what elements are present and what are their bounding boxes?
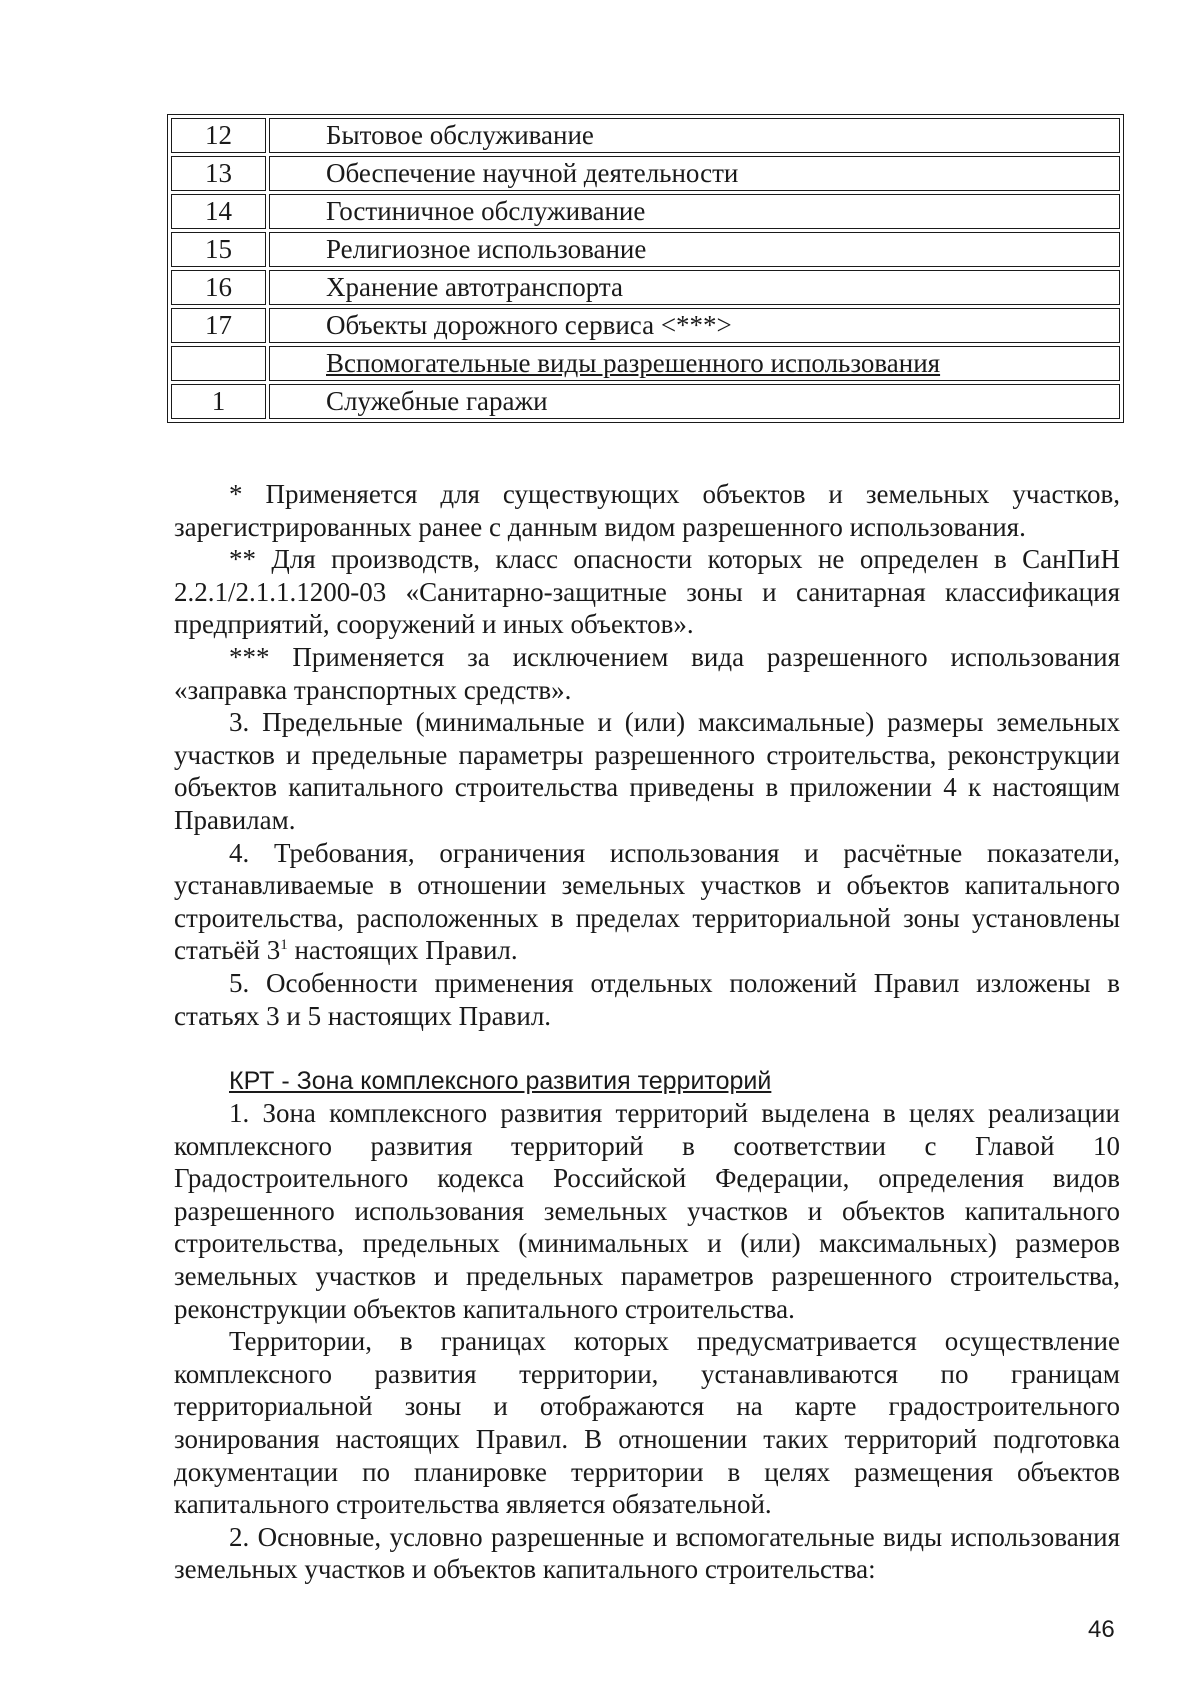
page-number: 46 (1088, 1616, 1115, 1643)
use-name-text: Хранение автотранспорта (326, 272, 623, 302)
use-name-text: Гостиничное обслуживание (326, 196, 646, 226)
krt-zone-section (174, 1065, 1120, 1586)
paragraph-item-4 (174, 837, 1120, 967)
item-4-text: 4. Требования, ограничения использования и расчётные показатели, устанавливаемые в отношении земельных участков и объектов капитального строительства, расположенных в пределах территориальной зоны установлены статьёй 3 (174, 837, 1120, 966)
section-paragraph-2: Территории, в границах которых предусматривается осуществление комплексного развития территории, устанавливаются по границам территориальной зоны и отображаются на карте градостроительного зонирования настоящих Правил. В отношении таких территорий подготовка документации по планировке территории в целях размещения объектов капитального строительства является обязательной. (174, 1326, 1120, 1520)
use-name-text: Объекты дорожного сервиса <***> (326, 310, 732, 340)
row-use-name (269, 384, 1120, 419)
row-use-name (269, 308, 1120, 343)
row-number: 13 (171, 156, 266, 191)
row-number: 16 (171, 270, 266, 305)
table-row (171, 156, 1120, 191)
footnote-3: *** Применяется за исключением вида разрешенного использования «заправка транспортных средств». (174, 641, 1120, 705)
row-use-name (269, 194, 1120, 229)
table-row (171, 270, 1120, 305)
table-row (171, 118, 1120, 153)
table-row (171, 384, 1120, 419)
use-name-text: Служебные гаражи (326, 386, 548, 416)
row-number: 12 (171, 118, 266, 153)
table-row (171, 346, 1120, 381)
paragraph-item-3: 3. Предельные (минимальные и (или) максимальные) размеры земельных участков и предельные параметры разрешенного строительства, реконструкции объектов капитального строительства приведены в приложении 4 к настоящим Правилам. (174, 707, 1120, 835)
footnotes-block (174, 478, 1120, 1032)
land-use-table (167, 114, 1124, 423)
section-paragraph-1: 1. Зона комплексного развития территорий выделена в целях реализации комплексного развития территорий в соответствии с Главой 10 Градостроительного кодекса Российской Федерации, определения видов разрешенного использования земельных участков и объектов капитального строительства, предельных (минимальных и (или) максимальных) размеров земельных участков и предельных параметров разрешенного строительства, реконструкции объектов капитального строительства. (174, 1098, 1120, 1324)
row-use-name (269, 346, 1120, 381)
use-name-text: Бытовое обслуживание (326, 120, 594, 150)
section-title: КРТ - Зона комплексного развития территорий (229, 1067, 772, 1095)
footnote-2: ** Для производств, класс опасности которых не определен в СанПиН 2.2.1/2.1.1.1200-03 «Санитарно-защитные зоны и санитарная классификация предприятий, сооружений и иных объектов». (174, 544, 1120, 640)
row-number: 1 (171, 384, 266, 419)
section-heading-text: Вспомогательные виды разрешенного использования (326, 348, 941, 378)
row-number (171, 346, 266, 381)
footnote-1: * Применяется для существующих объектов и земельных участков, зарегистрированных ранее с данным видом разрешенного использования. (174, 479, 1120, 542)
item-4-superscript: 1 (280, 937, 288, 954)
item-4-text-end: настоящих Правил. (287, 935, 518, 966)
row-number: 15 (171, 232, 266, 267)
paragraph-item-5: 5. Особенности применения отдельных положений Правил изложены в статьях 3 и 5 настоящих Правил. (174, 967, 1120, 1031)
table-row (171, 194, 1120, 229)
table-row (171, 308, 1120, 343)
row-number: 14 (171, 194, 266, 229)
row-use-name (269, 118, 1120, 153)
use-name-text: Обеспечение научной деятельности (326, 158, 739, 188)
row-use-name (269, 232, 1120, 267)
row-use-name (269, 156, 1120, 191)
row-number: 17 (171, 308, 266, 343)
land-use-table-body (171, 118, 1120, 419)
row-use-name (269, 270, 1120, 305)
use-name-text: Религиозное использование (326, 234, 647, 264)
section-paragraph-3: 2. Основные, условно разрешенные и вспомогательные виды использования земельных участков и объектов капитального строительства: (174, 1521, 1120, 1585)
table-row (171, 232, 1120, 267)
